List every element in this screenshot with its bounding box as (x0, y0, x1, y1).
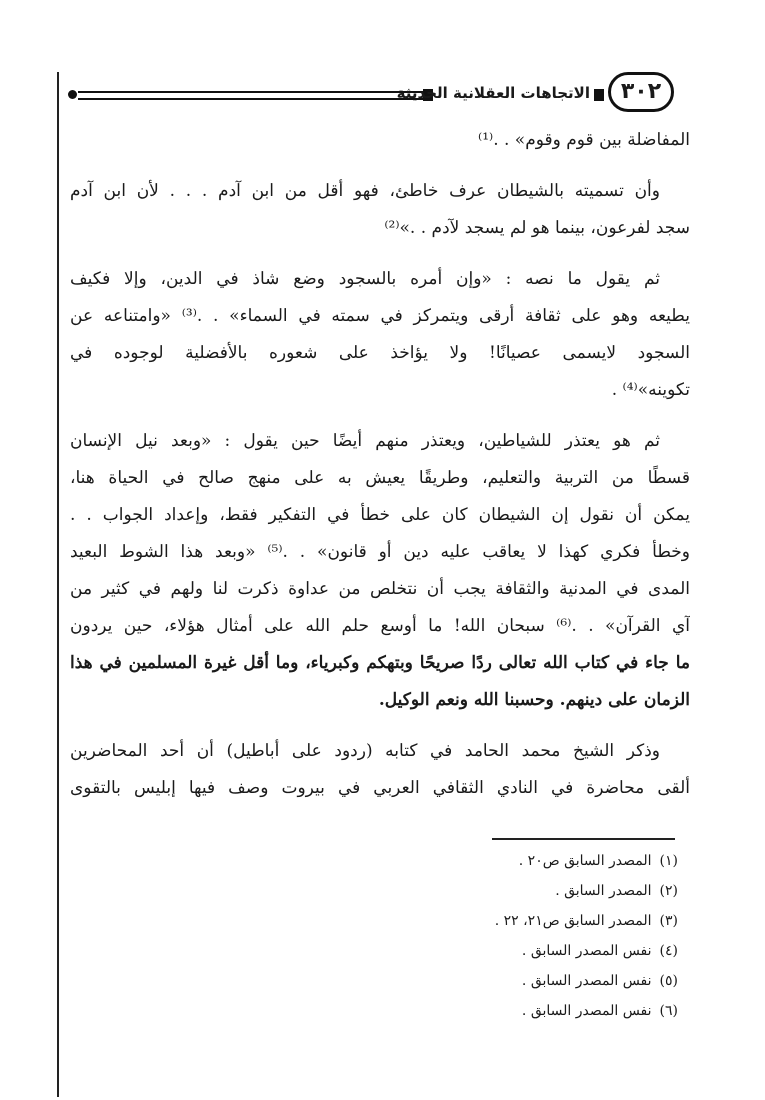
text-line: المدى في المدنية والثقافة يجب أن نتخلص من عداوة ذكرت لنا ولهم في كثير من (70, 579, 690, 599)
header-square-ornament (594, 89, 604, 101)
footnote-text: المصدر السابق ص٢١، ٢٢ . (494, 913, 652, 929)
text-line: وأن تسميته بالشيطان عرف خاطئ، فهو أقل من ابن آدم . . . لأن ابن آدم (70, 181, 660, 201)
page-header (60, 68, 680, 122)
page-number: ٣٠٢ (608, 72, 674, 112)
footnote (300, 876, 678, 906)
text-line: المفاضلة بين قوم وقوم» . .⁽¹⁾ (478, 130, 690, 150)
footnote (300, 966, 678, 996)
footnote-text: نفس المصدر السابق . (521, 1003, 652, 1019)
left-margin-rule (57, 72, 59, 1097)
text-line: وذكر الشيخ محمد الحامد في كتابه (ردود على أباطيل) أن أحد المحاضرين (70, 741, 660, 761)
text-line: قسطًا من التربية والتعليم، وطريقًا يعيش به على منهج صالح في الحياة هنا، (70, 468, 690, 488)
footnote-number: (٥) (659, 973, 678, 989)
footnote-text: المصدر السابق . (555, 883, 652, 899)
running-title: الاتجاهات العقلانية الحديثة (396, 84, 590, 102)
header-double-rule (78, 91, 426, 100)
text-line: سجد لفرعون، بينما هو لم يسجد لآدم . .»⁽²⁾ (384, 218, 690, 238)
text-line-bold: ما جاء في كتاب الله تعالى ردًا صريحًا وبتهكم وكبرياء، وما أقل غيرة المسلمين في هذا (70, 653, 690, 673)
text-line-bold: الزمان على دينهم. وحسبنا الله ونعم الوكيل. (378, 690, 690, 710)
footnote-number: (١) (659, 853, 678, 869)
main-text (70, 122, 690, 807)
footnote (300, 906, 678, 936)
footnotes (300, 846, 678, 1026)
footnote-text: نفس المصدر السابق . (521, 943, 652, 959)
footnote (300, 996, 678, 1026)
text-line: يطيعه وهو على ثقافة أرقى ويتمركز في سمته في السماء» . .⁽³⁾ «وامتناعه عن (70, 306, 690, 326)
footnote-text: المصدر السابق ص٢٠ . (518, 853, 652, 869)
text-line: آي القرآن» . .⁽⁶⁾ سبحان الله! ما أوسع حلم الله على أمثال هؤلاء، حين يردون (70, 616, 690, 636)
text-line: تكوينه»⁽⁴⁾ . (611, 380, 690, 400)
text-line: السجود لايسمى عصيانًا! ولا يؤاخذ على شعوره بالأفضلية لوجوده في (70, 343, 690, 363)
footnote-number: (٢) (659, 883, 678, 899)
footnote (300, 936, 678, 966)
footnote-number: (٤) (659, 943, 678, 959)
footnote (300, 846, 678, 876)
footnote-separator (492, 838, 675, 840)
footnote-number: (٦) (659, 1003, 678, 1019)
footnote-number: (٣) (659, 913, 678, 929)
footnote-text: نفس المصدر السابق . (521, 973, 652, 989)
text-line: وخطأ فكري كهذا لا يعاقب عليه دين أو قانون» . .⁽⁵⁾ «وبعد هذا الشوط البعيد (70, 542, 690, 562)
text-line: ألقى محاضرة في النادي الثقافي العربي في بيروت وصف فيها إبليس بالتقوى (70, 778, 690, 798)
text-line: ثم يقول ما نصه : «وإن أمره بالسجود وضع شاذ في الدين، وإلا فكيف (70, 269, 660, 289)
header-dot-ornament (68, 90, 77, 99)
text-line: ثم هو يعتذر للشياطين، ويعتذر منهم أيضًا حين يقول : «وبعد نيل الإنسان (70, 431, 660, 451)
text-line: يمكن أن نقول إن الشيطان كان على خطأ في التفكير فقط، وإعداد الجواب . . (70, 505, 690, 525)
